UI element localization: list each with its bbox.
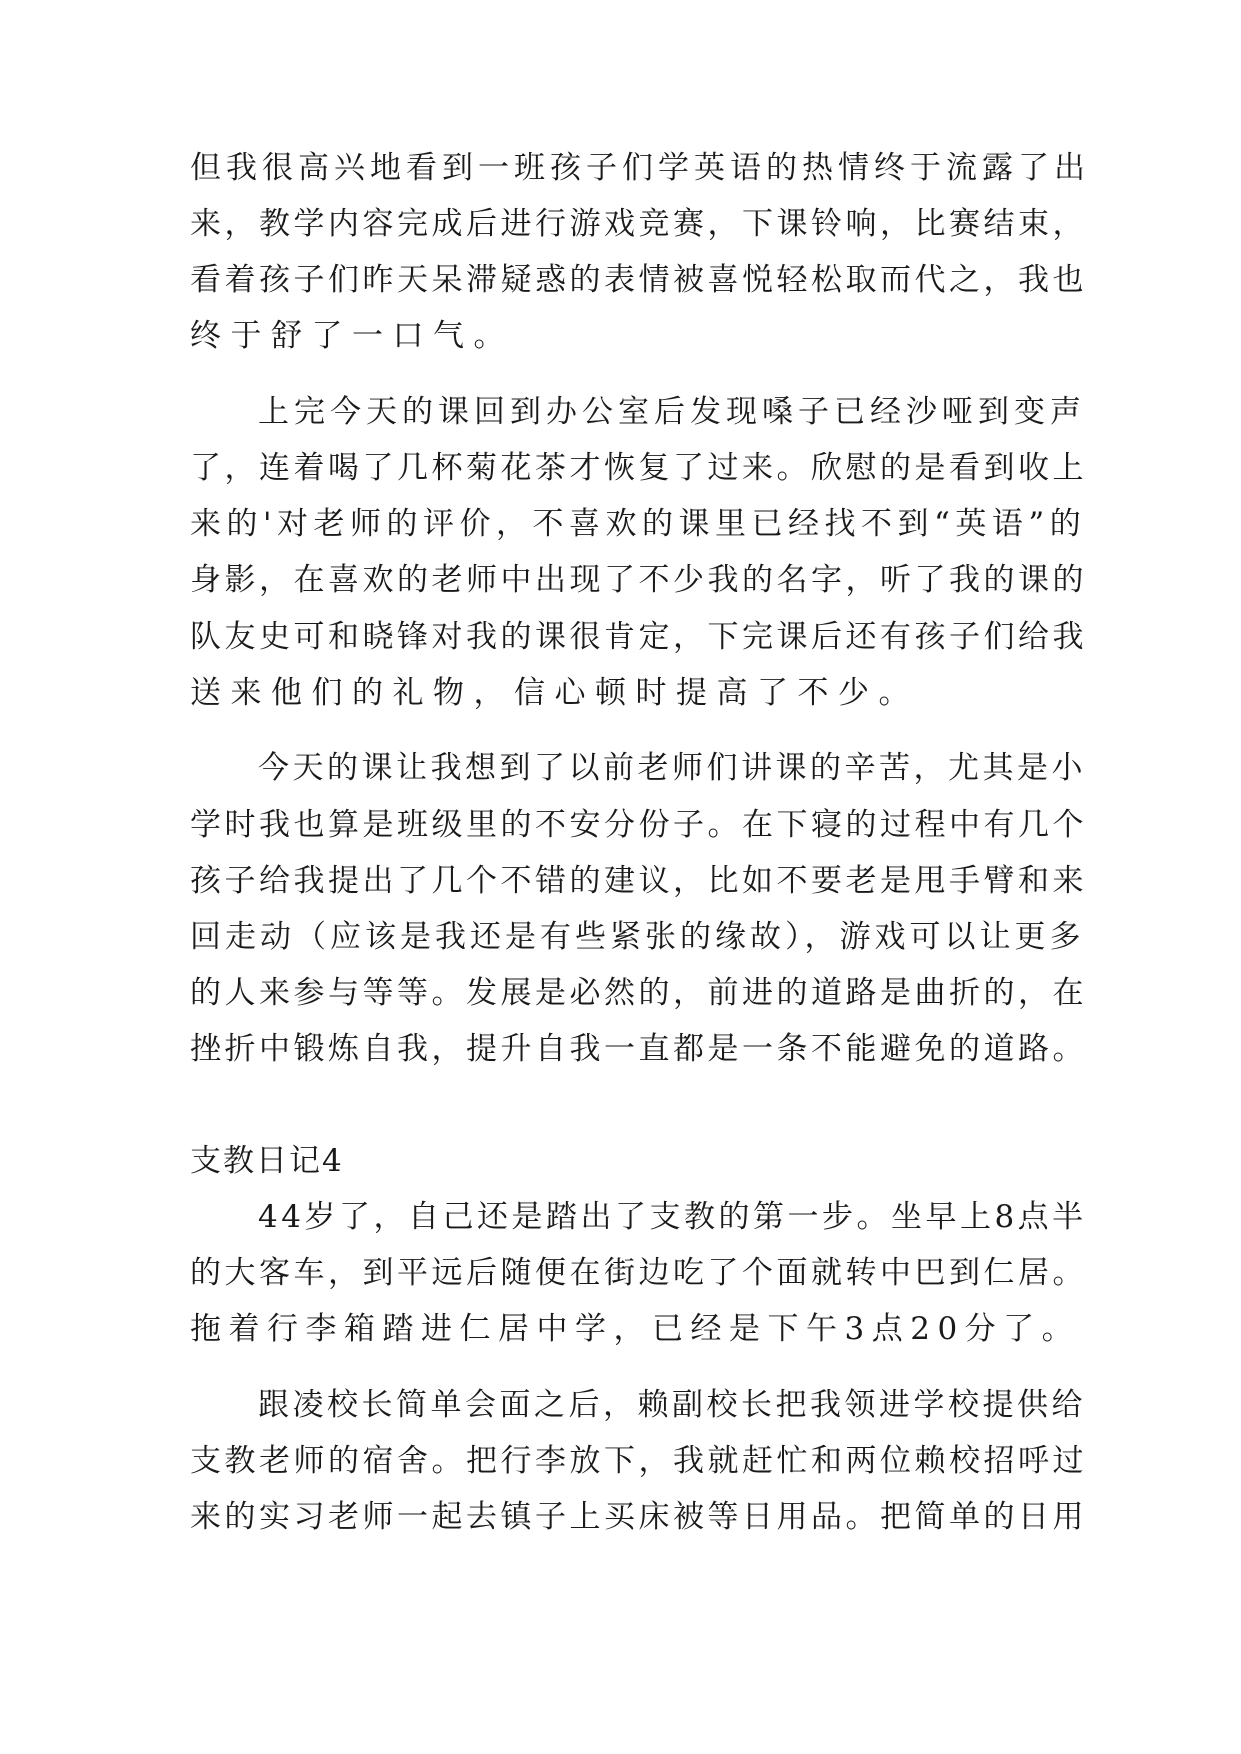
text-line: 今天的课让我想到了以前老师们讲课的辛苦，尤其是小 bbox=[258, 750, 1086, 786]
text-line: 上完今天的课回到办公室后发现嗓子已经沙哑到变声 bbox=[258, 394, 1086, 430]
text-line: 身影，在喜欢的老师中出现了不少我的名字，听了我的课的 bbox=[190, 562, 1087, 598]
text-line: 拖着行李箱踏进仁居中学，已经是下午3点20分了。 bbox=[190, 1311, 1081, 1347]
text-line: 回走动（应该是我还是有些紧张的缘故），游戏可以让更多 bbox=[190, 919, 1085, 955]
text-line: 的大客车，到平远后随便在街边吃了个面就转中巴到仁居。 bbox=[190, 1255, 1087, 1291]
text-line: 孩子给我提出了几个不错的建议，比如不要老是甩手臂和来 bbox=[190, 863, 1087, 899]
text-line: 支教老师的宿舍。把行李放下，我就赶忙和两位赖校招呼过 bbox=[190, 1443, 1087, 1479]
text-line: 队友史可和晓锋对我的课很肯定，下完课后还有孩子们给我 bbox=[190, 619, 1087, 655]
text-line: 来的'对老师的评价，不喜欢的课里已经找不到“英语”的 bbox=[190, 506, 1087, 542]
text-line: 看着孩子们昨天呆滞疑惑的表情被喜悦轻松取而代之，我也 bbox=[190, 262, 1087, 298]
text-line: 的人来参与等等。发展是必然的，前进的道路是曲折的，在 bbox=[190, 975, 1087, 1011]
text-line: 终于舒了一口气。 bbox=[190, 318, 514, 354]
text-line: 跟凌校长简单会面之后，赖副校长把我领进学校提供给 bbox=[258, 1387, 1086, 1423]
text-line: 44岁了，自己还是踏出了支教的第一步。坐早上8点半 bbox=[258, 1199, 1087, 1235]
text-line: 挫折中锻炼自我，提升自我一直都是一条不能避免的道路。 bbox=[190, 1031, 1087, 1067]
text-line: 了，连着喝了几杯菊花茶才恢复了过来。欣慰的是看到收上 bbox=[190, 450, 1087, 486]
section-heading: 支教日记4 bbox=[190, 1143, 344, 1179]
text-line: 学时我也算是班级里的不安分份子。在下寝的过程中有几个 bbox=[190, 807, 1087, 843]
text-line: 但我很高兴地看到一班孩子们学英语的热情终于流露了出 bbox=[190, 150, 1090, 186]
text-line: 来的实习老师一起去镇子上买床被等日用品。把简单的日用 bbox=[190, 1499, 1087, 1535]
text-line: 来，教学内容完成后进行游戏竞赛，下课铃响，比赛结束， bbox=[190, 206, 1087, 242]
text-line: 送来他们的礼物，信心顿时提高了不少。 bbox=[190, 675, 919, 711]
